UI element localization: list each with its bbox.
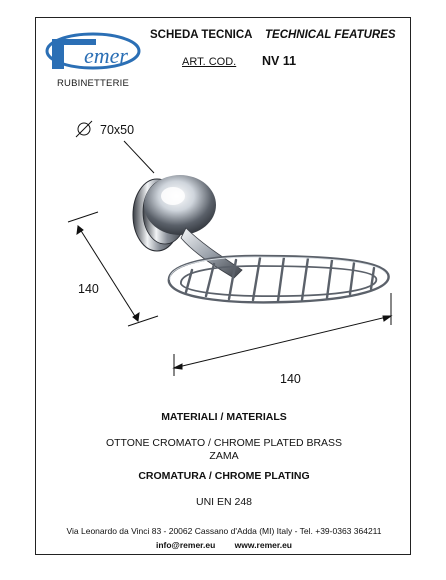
email-link[interactable]: info@remer.eu (155, 540, 216, 550)
plating-norm: UNI EN 248 (195, 496, 253, 508)
diameter-label: 70x50 (100, 123, 135, 137)
materials-line-2: ZAMA (209, 450, 239, 462)
product-drawing (36, 88, 412, 398)
width-label: 140 (280, 372, 301, 386)
contact-line (36, 540, 412, 550)
remer-logo (44, 29, 142, 89)
technical-sheet (35, 17, 411, 555)
plating-title: CROMATURA / CHROME PLATING (138, 470, 310, 482)
wall-plate (133, 175, 216, 251)
width-dimension (174, 293, 391, 376)
materials-title: MATERIALI / MATERIALS (161, 411, 287, 423)
title-italian: SCHEDA TECNICA (150, 29, 253, 41)
logo-subtitle: RUBINETTERIE (56, 78, 130, 89)
svg-text:emer: emer (84, 43, 128, 68)
depth-label: 140 (78, 282, 99, 296)
materials-line-1: OTTONE CROMATO / CHROME PLATED BRASS (105, 437, 343, 449)
article-code-label: ART. COD. (182, 56, 237, 68)
remer-logo-mark (44, 29, 142, 79)
wire-basket (169, 256, 389, 302)
website-link[interactable]: www.remer.eu (234, 540, 292, 550)
title-english: TECHNICAL FEATURES (265, 29, 396, 41)
company-address: Via Leonardo da Vinci 83 - 20062 Cassano d'Adda (MI) Italy - Tel. +39-0363 364211 (66, 526, 382, 536)
article-code: NV 11 (262, 54, 297, 68)
